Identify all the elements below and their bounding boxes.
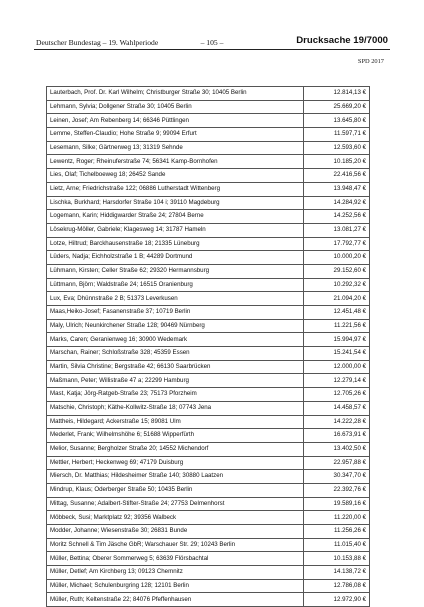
donation-amount: 14.222,28 € [304, 415, 370, 429]
party-label: SPD 2017 [357, 58, 384, 65]
donation-amount: 30.347,70 € [304, 470, 370, 484]
donor-name-address: Lehmann, Sylvia; Dollgener Straße 30; 10405 Berlin [47, 100, 304, 114]
donor-name-address: Lischka, Burkhard; Harsdorfer Straße 104 i; 39110 Magdeburg [47, 196, 304, 210]
donation-amount: 15.241,54 € [304, 347, 370, 361]
donations-table [46, 86, 370, 607]
donation-amount: 13.948,47 € [304, 182, 370, 196]
donation-amount: 12.279,14 € [304, 374, 370, 388]
donation-amount: 25.669,20 € [304, 100, 370, 114]
table-row [47, 264, 370, 278]
donation-amount: 22.416,56 € [304, 169, 370, 183]
donor-name-address: Miersch, Dr. Matthias; Hildesheimer Straße 140; 30880 Laatzen [47, 470, 304, 484]
donor-name-address: Lösekrug-Möller, Gabriele; Klagesweg 14; 31787 Hameln [47, 223, 304, 237]
donation-amount: 12.814,13 € [304, 87, 370, 101]
table-row [47, 100, 370, 114]
table-row [47, 333, 370, 347]
donation-amount: 29.152,60 € [304, 264, 370, 278]
donor-name-address: Lüders, Nadja; Eichholzstraße 1 B; 44289 Dortmund [47, 251, 304, 265]
donor-name-address: Mettler, Herbert; Heckenweg 69; 47179 Duisburg [47, 456, 304, 470]
header-divider [34, 49, 390, 50]
donation-amount: 14.252,56 € [304, 210, 370, 224]
donation-amount: 10.292,32 € [304, 278, 370, 292]
donation-amount: 11.256,26 € [304, 525, 370, 539]
donations-table-body [47, 87, 370, 607]
donor-name-address: Lüttmann, Björn; Waldstraße 24; 16515 Oranienburg [47, 278, 304, 292]
table-row [47, 538, 370, 552]
donor-name-address: Leinen, Josef; Am Rebenberg 14; 66346 Püttlingen [47, 114, 304, 128]
donation-amount: 19.589,16 € [304, 497, 370, 511]
donor-name-address: Moritz Schnell & Tim Jäsche GbR; Warschauer Str. 29; 10243 Berlin [47, 538, 304, 552]
donation-amount: 10.000,20 € [304, 251, 370, 265]
document-number: Drucksache 19/7000 [296, 35, 388, 46]
table-row [47, 483, 370, 497]
table-row [47, 114, 370, 128]
donor-name-address: Modder, Johanne; Wiesenstraße 30; 26831 Bunde [47, 525, 304, 539]
donation-amount: 10.153,88 € [304, 552, 370, 566]
donation-amount: 11.597,71 € [304, 128, 370, 142]
donation-amount: 16.673,91 € [304, 429, 370, 443]
donation-amount: 12.786,08 € [304, 579, 370, 593]
donor-name-address: Maly, Ulrich; Neunkirchener Straße 128; 90469 Nürnberg [47, 319, 304, 333]
donor-name-address: Lotze, Hiltrud; Barckhausenstraße 18; 21335 Lüneburg [47, 237, 304, 251]
donor-name-address: Müller, Detlef; Am Kirchberg 13; 09123 Chemnitz [47, 566, 304, 580]
table-row [47, 497, 370, 511]
table-row [47, 292, 370, 306]
donor-name-address: Marks, Caren; Geranienweg 16; 30900 Wedemark [47, 333, 304, 347]
table-row [47, 429, 370, 443]
table-row [47, 141, 370, 155]
table-row [47, 169, 370, 183]
table-row [47, 374, 370, 388]
donor-name-address: Martin, Silvia Christine; Bergstraße 42; 66130 Saarbrücken [47, 360, 304, 374]
donor-name-address: Lühmann, Kirsten; Celler Straße 62; 29320 Hermannsburg [47, 264, 304, 278]
donor-name-address: Lewentz, Roger; Rheinuferstraße 74; 56341 Kamp-Bornhofen [47, 155, 304, 169]
donor-name-address: Mederlet, Frank; Wilhelmshöhe 6; 51688 Wipperfürth [47, 429, 304, 443]
table-row [47, 128, 370, 142]
donor-name-address: Mattheis, Hildegard; Ackerstraße 15; 89081 Ulm [47, 415, 304, 429]
donation-amount: 22.957,88 € [304, 456, 370, 470]
table-row [47, 182, 370, 196]
donation-amount: 12.000,00 € [304, 360, 370, 374]
table-row [47, 579, 370, 593]
donor-name-address: Müller, Ruth; Keltenstraße 22; 84076 Pfeffenhausen [47, 593, 304, 607]
table-row [47, 87, 370, 101]
header-left: Deutscher Bundestag – 19. Wahlperiode [36, 38, 159, 47]
donor-name-address: Lesemann, Silke; Gärtnerweg 13; 31319 Sehnde [47, 141, 304, 155]
donation-amount: 12.593,60 € [304, 141, 370, 155]
table-row [47, 319, 370, 333]
table-row [47, 415, 370, 429]
table-row [47, 251, 370, 265]
donation-amount: 11.220,00 € [304, 511, 370, 525]
donation-amount: 11.015,40 € [304, 538, 370, 552]
donor-name-address: Maas,Heiko-Josef; Fasanenstraße 37; 10719 Berlin [47, 306, 304, 320]
table-row [47, 401, 370, 415]
donation-amount: 12.972,90 € [304, 593, 370, 607]
table-row [47, 456, 370, 470]
table-row [47, 470, 370, 484]
donation-amount: 13.645,80 € [304, 114, 370, 128]
table-row [47, 223, 370, 237]
table-row [47, 306, 370, 320]
donation-amount: 11.221,56 € [304, 319, 370, 333]
donor-name-address: Lietz, Arne; Friedrichstraße 122; 06886 Lutherstadt Wittenberg [47, 182, 304, 196]
donor-name-address: Mast, Katja; Jörg-Ratgeb-Straße 23; 75173 Pforzheim [47, 388, 304, 402]
donor-name-address: Maßmann, Peter; Willistraße 47 a; 22299 Hamburg [47, 374, 304, 388]
donation-amount: 13.402,50 € [304, 442, 370, 456]
page-number: – 105 – [200, 38, 224, 47]
donation-amount: 14.458,57 € [304, 401, 370, 415]
table-row [47, 566, 370, 580]
table-row [47, 347, 370, 361]
donation-amount: 12.705,26 € [304, 388, 370, 402]
table-row [47, 278, 370, 292]
donor-name-address: Mindrup, Klaus; Oderberger Straße 50; 10435 Berlin [47, 483, 304, 497]
donation-amount: 21.094,20 € [304, 292, 370, 306]
table-row [47, 210, 370, 224]
donor-name-address: Lemme, Steffen-Claudio; Hohe Straße 9; 99094 Erfurt [47, 128, 304, 142]
donor-name-address: Möbbeck, Susi; Marktplatz 92; 39356 Walbeck [47, 511, 304, 525]
donor-name-address: Lauterbach, Prof. Dr. Karl Wilhelm; Christburger Straße 30; 10405 Berlin [47, 87, 304, 101]
donation-amount: 12.451,48 € [304, 306, 370, 320]
table-row [47, 388, 370, 402]
donor-name-address: Müller, Michael; Schulenburgring 128; 12101 Berlin [47, 579, 304, 593]
donor-name-address: Müller, Bettina; Oberer Sommerweg 5; 63639 Flörsbachtal [47, 552, 304, 566]
donor-name-address: Melior, Susanne; Bergholzer Straße 20; 14552 Michendorf [47, 442, 304, 456]
donation-amount: 22.392,76 € [304, 483, 370, 497]
donor-name-address: Mittag, Susanne; Adalbert-Stifter-Straße 24; 27753 Delmenhorst [47, 497, 304, 511]
donor-name-address: Lies, Olaf; Tichelboeweg 18; 26452 Sande [47, 169, 304, 183]
donor-name-address: Marschan, Rainer; Schloßstraße 328; 45359 Essen [47, 347, 304, 361]
table-row [47, 196, 370, 210]
donation-amount: 10.185,20 € [304, 155, 370, 169]
donation-amount: 15.994,97 € [304, 333, 370, 347]
donor-name-address: Lux, Eva; Dhünnstraße 2 B; 51373 Leverkusen [47, 292, 304, 306]
table-row [47, 442, 370, 456]
table-row [47, 552, 370, 566]
donor-name-address: Logemann, Karin; Hiddigwarder Straße 24; 27804 Berne [47, 210, 304, 224]
donor-name-address: Matschie, Christoph; Käthe-Kollwitz-Straße 18; 07743 Jena [47, 401, 304, 415]
table-row [47, 511, 370, 525]
donation-amount: 17.792,77 € [304, 237, 370, 251]
donation-amount: 14.138,72 € [304, 566, 370, 580]
donation-amount: 14.284,92 € [304, 196, 370, 210]
table-row [47, 360, 370, 374]
table-row [47, 525, 370, 539]
donation-amount: 13.081,27 € [304, 223, 370, 237]
table-row [47, 237, 370, 251]
table-row [47, 155, 370, 169]
